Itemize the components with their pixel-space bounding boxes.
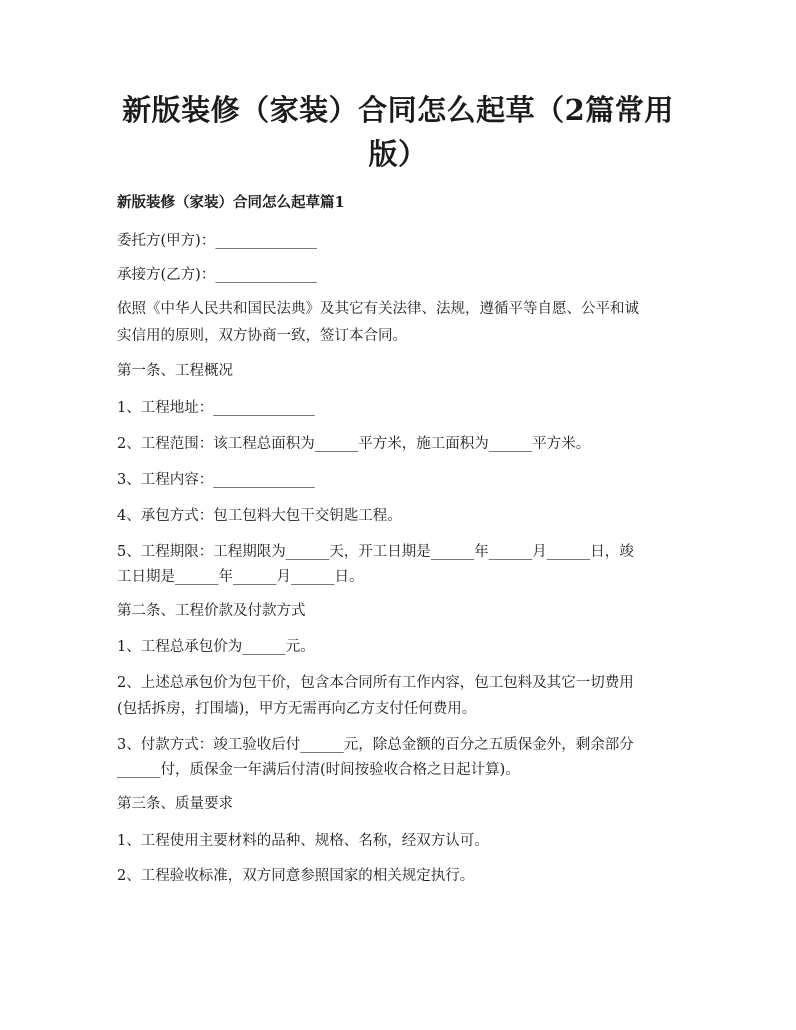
clause-1-4: 4、承包方式：包工包料大包干交钥匙工程。: [117, 508, 402, 524]
clause-2-3-line-1: 3、付款方式：竣工验收后付______元，除总金额的百分之五质保金外，剩余部分: [117, 737, 634, 753]
clause-1-3: 3、工程内容：______________: [117, 472, 315, 488]
clause-2-2-line-1: 2、上述总承包价为包干价，包含本合同所有工作内容，包工包料及其它一切费用: [117, 675, 634, 691]
clause-1-1: 1、工程地址：______________: [117, 400, 315, 416]
preamble-line-2: 实信用的原则，双方协商一致，签订本合同。: [117, 328, 407, 344]
article-3-heading: 第三条、质量要求: [117, 796, 233, 812]
clause-1-5-line-2: 工日期是______年______月______日。: [117, 569, 364, 585]
party-a-line: 委托方(甲方)：______________: [117, 233, 317, 249]
clause-3-2: 2、工程验收标准，双方同意参照国家的相关规定执行。: [117, 868, 475, 884]
document-title: [100, 88, 696, 176]
clause-1-5-line-1: 5、工程期限：工程期限为______天，开工日期是______年______月______日，竣: [117, 544, 634, 560]
clause-2-3-line-2: ______付，质保金一年满后付清(时间按验收合格之日起计算)。: [117, 762, 520, 778]
party-b-line: 承接方(乙方)：______________: [117, 267, 317, 283]
clause-3-1: 1、工程使用主要材料的品种、规格、名称，经双方认可。: [117, 833, 489, 849]
preamble-line-1: 依照《中华人民共和国民法典》及其它有关法律、法规，遵循平等自愿、公平和诚: [117, 301, 639, 317]
section-heading: 新版装修（家装）合同怎么起草篇1: [117, 194, 345, 211]
clause-1-2: 2、工程范围：该工程总面积为______平方米，施工面积为______平方米。: [117, 436, 591, 452]
article-2-heading: 第二条、工程价款及付款方式: [117, 603, 306, 619]
clause-2-2-line-2: (包括拆房，打围墙)，甲方无需再向乙方支付任何费用。: [117, 701, 477, 717]
article-1-heading: 第一条、工程概况: [117, 363, 233, 379]
document-title-line-2: 版）: [368, 137, 428, 171]
clause-2-1: 1、工程总承包价为______元。: [117, 639, 315, 655]
document-title-line-1: 新版装修（家装）合同怎么起草（2篇常用: [122, 93, 674, 127]
